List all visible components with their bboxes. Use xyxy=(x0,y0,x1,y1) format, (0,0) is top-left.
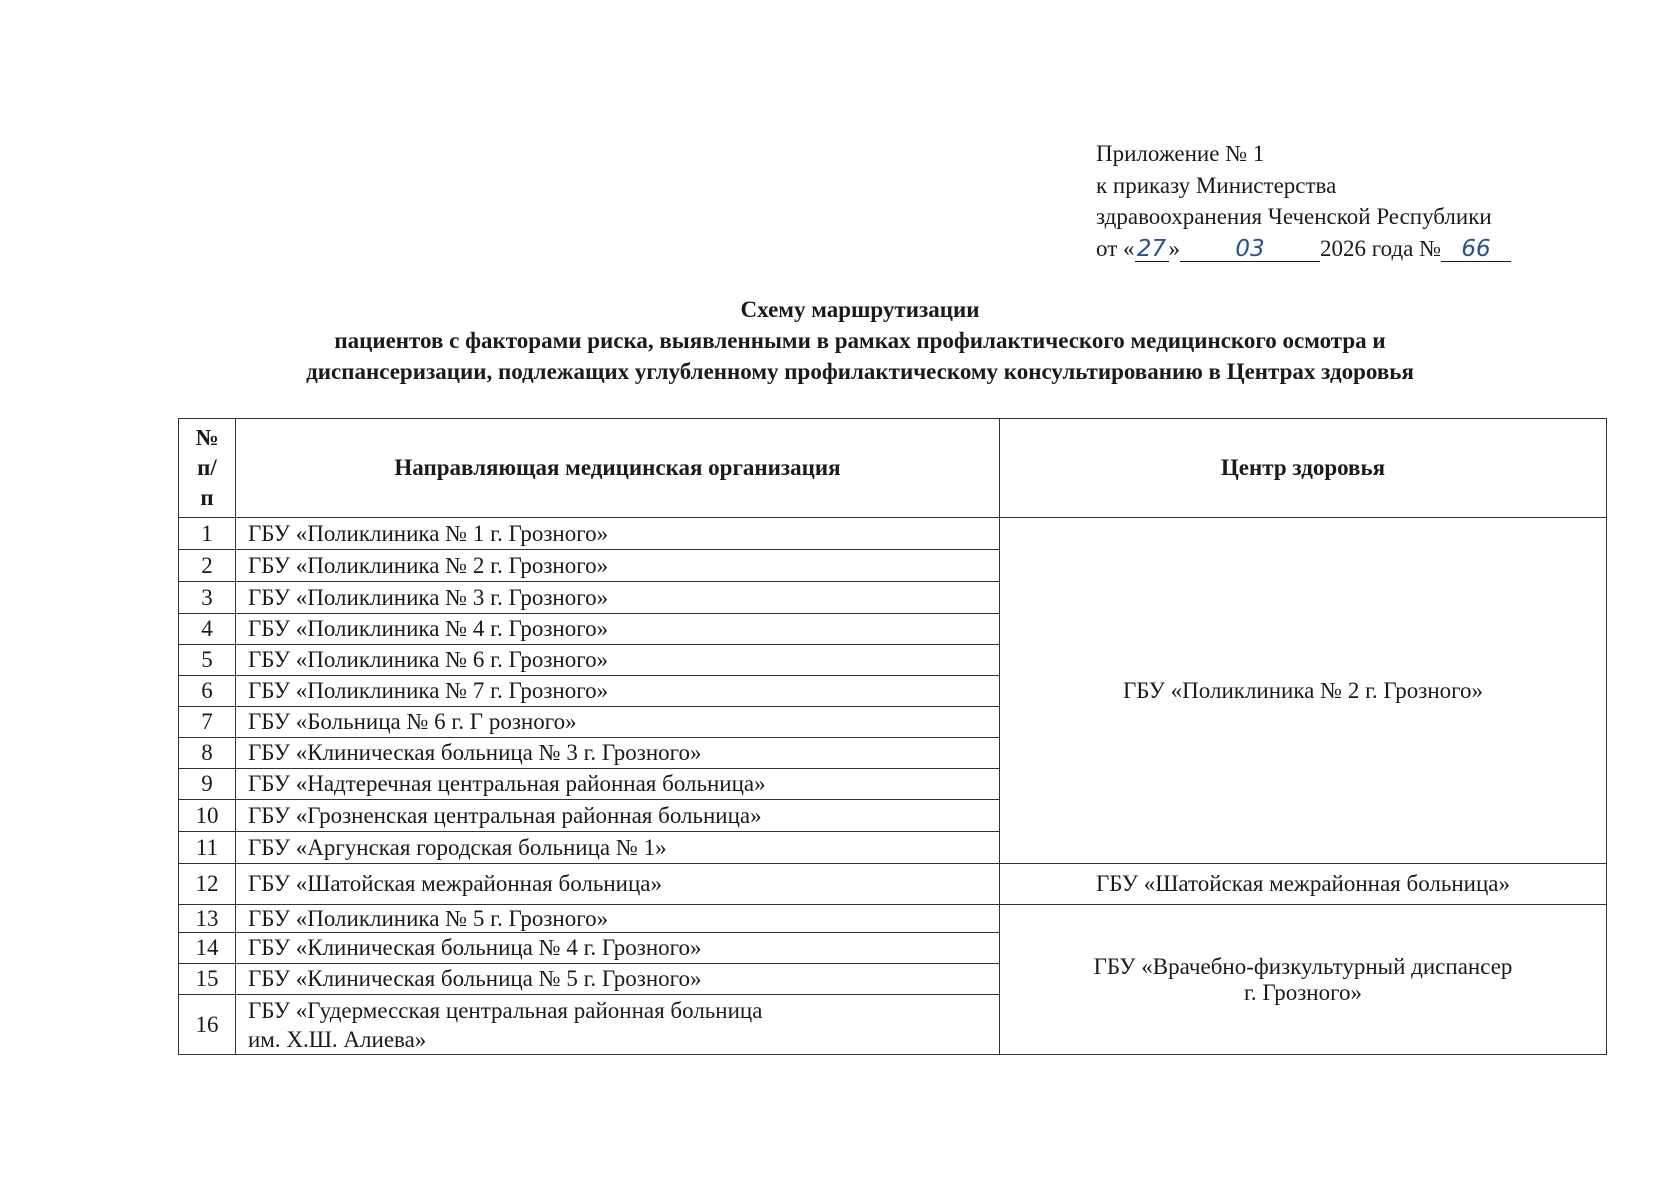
date-prefix: от « xyxy=(1096,235,1135,261)
row-org: ГБУ «Поликлиника № 3 г. Грозного» xyxy=(236,582,1000,614)
row-num: 11 xyxy=(179,832,236,864)
row-num: 9 xyxy=(179,769,236,800)
row-num: 1 xyxy=(179,518,236,550)
row-org xyxy=(236,995,1000,1055)
date-month-handwritten: 03 xyxy=(1180,237,1320,262)
table-row xyxy=(179,905,1607,933)
header-num xyxy=(179,419,236,518)
row-num: 8 xyxy=(179,738,236,769)
row-org: ГБУ «Поликлиника № 2 г. Грозного» xyxy=(236,550,1000,582)
order-number-handwritten: 66 xyxy=(1441,237,1511,262)
row-num: 2 xyxy=(179,550,236,582)
appendix-line-2: к приказу Министерства xyxy=(1096,172,1337,198)
row-num: 7 xyxy=(179,707,236,738)
row-org: ГБУ «Аргунская городская больница № 1» xyxy=(236,832,1000,864)
row-org: ГБУ «Клиническая больница № 5 г. Грозного» xyxy=(236,964,1000,995)
row-org: ГБУ «Поликлиника № 6 г. Грозного» xyxy=(236,645,1000,676)
table-header-row xyxy=(179,419,1607,518)
center-group-2: ГБУ «Шатойская межрайонная больница» xyxy=(1000,864,1607,905)
row-num: 14 xyxy=(179,933,236,964)
row-org: ГБУ «Клиническая больница № 4 г. Грозного» xyxy=(236,933,1000,964)
row-num: 10 xyxy=(179,800,236,832)
date-year-text: 2026 года № xyxy=(1320,235,1442,261)
row-org: ГБУ «Больница № 6 г. Г розного» xyxy=(236,707,1000,738)
row-org: ГБУ «Поликлиника № 5 г. Грозного» xyxy=(236,905,1000,933)
row-num: 15 xyxy=(179,964,236,995)
row-num: 3 xyxy=(179,582,236,614)
routing-table xyxy=(178,418,1607,1055)
row-num: 12 xyxy=(179,864,236,905)
center-group-3 xyxy=(1000,905,1607,1055)
row-num: 4 xyxy=(179,614,236,645)
table-row xyxy=(179,864,1607,905)
title-line-3: диспансеризации, подлежащих углубленному профилактическому консультированию в Центрах здоровья xyxy=(306,359,1414,384)
row-org-line-1: ГБУ «Гудермесская центральная районная больница xyxy=(248,997,763,1023)
header-num-line-2: п/п xyxy=(197,455,217,510)
row-org: ГБУ «Надтеречная центральная районная больница» xyxy=(236,769,1000,800)
appendix-line-3: здравоохранения Чеченской Республики xyxy=(1096,204,1492,229)
appendix-line-1: Приложение № 1 xyxy=(1096,141,1265,166)
row-num: 6 xyxy=(179,676,236,707)
header-org: Направляющая медицинская организация xyxy=(236,419,1000,518)
row-org: ГБУ «Поликлиника № 1 г. Грозного» xyxy=(236,518,1000,550)
header-num-line-1: № xyxy=(195,425,219,450)
center-group-1: ГБУ «Поликлиника № 2 г. Грозного» xyxy=(1000,518,1607,864)
title-line-1: Схему маршрутизации xyxy=(740,297,980,322)
row-org: ГБУ «Грозненская центральная районная больница» xyxy=(236,800,1000,832)
center-group-3-line-1: ГБУ «Врачебно-физкультурный диспансер xyxy=(1093,953,1513,979)
row-num: 16 xyxy=(179,995,236,1055)
row-num: 13 xyxy=(179,905,236,933)
row-org: ГБУ «Шатойская межрайонная больница» xyxy=(236,864,1000,905)
row-org: ГБУ «Поликлиника № 4 г. Грозного» xyxy=(236,614,1000,645)
row-org: ГБУ «Поликлиника № 7 г. Грозного» xyxy=(236,676,1000,707)
row-num: 5 xyxy=(179,645,236,676)
row-org-line-2: им. Х.Ш. Алиева» xyxy=(248,1026,427,1052)
header-center: Центр здоровья xyxy=(1000,419,1607,518)
appendix-block xyxy=(1096,138,1511,264)
date-day-handwritten: 27 xyxy=(1135,237,1169,262)
document-title xyxy=(150,294,1570,387)
table-row xyxy=(179,518,1607,550)
center-group-3-line-2: г. Грозного» xyxy=(1244,979,1362,1005)
appendix-date-line xyxy=(1096,233,1511,265)
row-org: ГБУ «Клиническая больница № 3 г. Грозного» xyxy=(236,738,1000,769)
date-mid: » xyxy=(1168,235,1180,261)
title-line-2: пациентов с факторами риска, выявленными в рамках профилактического медицинского осмотра и xyxy=(334,328,1386,353)
